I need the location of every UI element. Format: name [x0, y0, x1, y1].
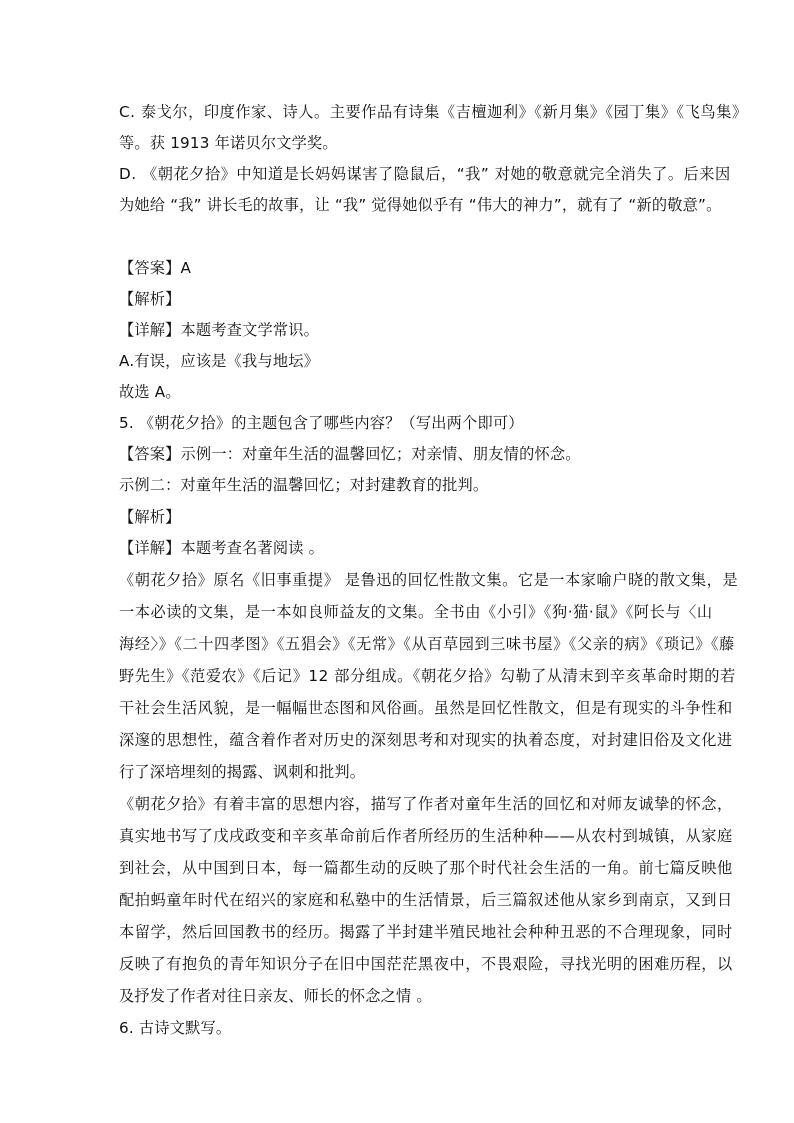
detail-label: 【详解】本题考查文学常识。 — [119, 321, 320, 339]
option-c-line-2: 等。获 1913 年诺贝尔文学奖。 — [119, 134, 338, 152]
answer-label: 【答案】A — [119, 259, 192, 277]
paragraph-1-line-5: 干社会生活风貌，是一幅幅世态图和风俗画。虽然是回忆性散文，但是有现实的斗争性和 — [119, 699, 733, 717]
paragraph-2-line-5: 本留学，然后回国教书的经历。揭露了半封建半殖民地社会种种丑恶的不合理现象，同时 — [119, 923, 733, 941]
option-d-line-2: 为她给 “我” 讲长毛的故事，让 “我” 觉得她似乎有 “伟大的神力”，就有了 “新的敬意”。 — [119, 196, 722, 214]
question-5: 5. 《朝花夕拾》的主题包含了哪些内容？（写出两个即可） — [119, 414, 524, 432]
option-c-line-1: C. 泰戈尔，印度作家、诗人。主要作品有诗集《吉檀迦利》《新月集》《园丁集》《飞鸟集》 — [119, 103, 748, 121]
answer-example-1: 【答案】示例一：对童年生活的温馨回忆；对亲情、朋友情的怀念。 — [119, 445, 581, 463]
paragraph-2-line-2: 真实地书写了戊戌政变和辛亥革命前后作者所经历的生活种种——从农村到城镇，从家庭 — [119, 827, 733, 845]
paragraph-1-line-3: 海经〉》《二十四孝图》《五猖会》《无常》《从百草园到三味书屋》《父亲的病》《琐记》《藤 — [119, 635, 735, 653]
paragraph-1-line-7: 行了深培埋刻的揭露、讽刺和批判。 — [119, 763, 366, 781]
paragraph-2-line-3: 到社会，从中国到日本，每一篇都生动的反映了那个时代社会生活的一角。前七篇反映他 — [119, 859, 733, 877]
question-6: 6. 古诗文默写。 — [119, 1019, 232, 1037]
paragraph-1-line-2: 一本必读的文集，是一本如良师益友的文集。全书由《小引》《狗·猫·鼠》《阿长与〈山 — [119, 603, 713, 621]
paragraph-2-line-7: 及抒发了作者对往日亲友、师长的怀念之情 。 — [119, 987, 432, 1005]
option-d-line-1: D. 《朝花夕拾》中知道是长妈妈谋害了隐鼠后，“我” 对她的敬意就完全消失了。后来因 — [119, 165, 731, 183]
detail-label-2: 【详解】本题考查名著阅读 。 — [119, 539, 325, 557]
paragraph-1-line-1: 《朝花夕拾》原名《旧事重提》 是鲁迅的回忆性散文集。它是一本家喻户晓的散文集，是 — [119, 571, 739, 589]
paragraph-1-line-6: 深邃的思想性，蕴含着作者对历史的深刻思考和对现实的执着态度，对封建旧俗及文化进 — [119, 731, 733, 749]
paragraph-2-line-6: 反映了有抱负的青年知识分子在旧中国茫茫黑夜中，不畏艰险，寻找光明的困难历程，以 — [119, 955, 733, 973]
analysis-label-2: 【解析】 — [119, 508, 181, 526]
analysis-line: A.有误，应该是《我与地坛》 — [119, 352, 319, 370]
analysis-label: 【解析】 — [119, 290, 181, 308]
paragraph-2-line-4: 配拍蚂童年时代在绍兴的家庭和私塾中的生活情景，后三篇叙述他从家乡到南京，又到日 — [119, 891, 733, 909]
answer-example-2: 示例二：对童年生活的温馨回忆；对封建教育的批判。 — [119, 476, 489, 494]
paragraph-1-line-4: 野先生》《范爱农》《后记》12 部分组成。《朝花夕拾》勾勒了从清末到辛亥革命时期的若 — [119, 667, 736, 685]
choice-line: 故选 A。 — [119, 383, 181, 401]
paragraph-2-line-1: 《朝花夕拾》有着丰富的思想内容，描写了作者对童年生活的回忆和对师友诚挚的怀念， — [119, 795, 733, 813]
